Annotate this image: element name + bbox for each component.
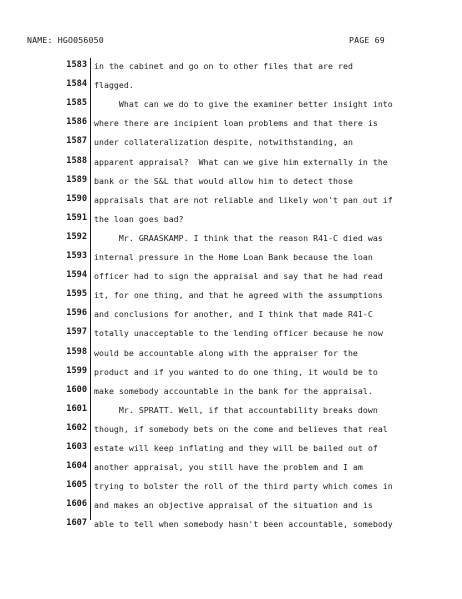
transcript-line (0, 211, 462, 230)
line-text: Mr. SPRATT. Well, if that accountability breaks down (94, 404, 378, 415)
line-text: flagged. (94, 80, 134, 91)
line-number: 1596 (66, 308, 87, 319)
line-text: under collateralization despite, notwithstanding, an (94, 137, 353, 148)
transcript-line (0, 478, 462, 497)
line-text: internal pressure in the Home Loan Bank because the loan (94, 252, 373, 262)
transcript-line (0, 497, 462, 516)
line-text: totally unacceptable to the lending officer because he now (94, 328, 383, 339)
transcript-line (0, 364, 462, 383)
transcript-line (0, 402, 462, 421)
line-text: the loan goes bad? (94, 213, 184, 224)
line-number: 1601 (66, 403, 87, 414)
transcript-line (0, 345, 462, 364)
line-text: officer had to sign the appraisal and say that he had read (94, 271, 383, 282)
line-number: 1583 (66, 60, 87, 70)
line-number: 1598 (66, 346, 87, 357)
line-number: 1585 (66, 98, 87, 109)
line-text: bank or the S&L that would allow him to detect those (94, 175, 353, 186)
page-number: PAGE 69 (349, 35, 385, 45)
transcript-line (0, 173, 462, 192)
line-text: make somebody accountable in the bank for the appraisal. (94, 385, 373, 396)
transcript-line (0, 134, 462, 153)
line-text: in the cabinet and go on to other files that are red (94, 61, 353, 71)
line-text: trying to bolster the roll of the third party which comes in (94, 481, 393, 492)
line-number: 1592 (66, 231, 87, 242)
line-number: 1606 (66, 499, 87, 510)
line-text: would be accountable along with the appraiser for the (94, 347, 358, 358)
line-text: another appraisal, you still have the problem and I am (94, 462, 363, 473)
line-number: 1607 (66, 518, 87, 529)
line-number: 1604 (66, 461, 87, 472)
page-header (27, 35, 442, 49)
transcript-line (0, 516, 462, 535)
transcript-line (0, 192, 462, 211)
line-number: 1600 (66, 384, 87, 395)
line-number: 1593 (66, 251, 87, 261)
line-text: where there are incipient loan problems and that there is (94, 118, 378, 129)
line-number: 1590 (66, 193, 87, 204)
transcript-line (0, 249, 462, 268)
line-text: estate will keep inflating and they will be bailed out of (94, 443, 378, 453)
line-text: What can we do to give the examiner better insight into (94, 99, 393, 110)
line-number: 1588 (66, 155, 87, 166)
line-number: 1602 (66, 422, 87, 433)
line-number: 1597 (66, 327, 87, 338)
line-number: 1594 (66, 270, 87, 281)
line-text: and makes an objective appraisal of the situation and is (94, 500, 373, 511)
transcript-line (0, 440, 462, 459)
line-text: and conclusions for another, and I think that made R41-C (94, 309, 373, 320)
transcript-line (0, 58, 462, 77)
line-number: 1603 (66, 442, 87, 452)
document-name: NAME: HGO056050 (27, 35, 104, 45)
line-text: Mr. GRAASKAMP. I think that the reason R41-C died was (94, 232, 383, 243)
transcript-line (0, 115, 462, 134)
line-text: able to tell when somebody hasn't been accountable, somebody (94, 519, 393, 530)
transcript-line (0, 325, 462, 344)
line-text: though, if somebody bets on the come and believes that real (94, 423, 388, 434)
line-number: 1605 (66, 480, 87, 491)
line-number: 1589 (66, 174, 87, 185)
transcript-line (0, 268, 462, 287)
line-number: 1595 (66, 289, 87, 300)
line-number: 1586 (66, 117, 87, 128)
transcript-line (0, 77, 462, 96)
line-text: appraisals that are not reliable and likely won't pan out if (94, 194, 393, 205)
line-number: 1587 (66, 136, 87, 147)
transcript-line (0, 306, 462, 325)
line-number: 1591 (66, 212, 87, 223)
transcript-line (0, 287, 462, 306)
transcript-line (0, 96, 462, 115)
transcript-line (0, 421, 462, 440)
transcript-line (0, 459, 462, 478)
transcript-line (0, 383, 462, 402)
transcript-line (0, 230, 462, 249)
line-text: apparent appraisal? What can we give him externally in the (94, 156, 388, 167)
line-number: 1599 (66, 365, 87, 376)
line-text: it, for one thing, and that he agreed with the assumptions (94, 290, 383, 301)
line-text: product and if you wanted to do one thing, it would be to (94, 366, 378, 377)
line-number: 1584 (66, 79, 87, 90)
transcript-line (0, 154, 462, 173)
